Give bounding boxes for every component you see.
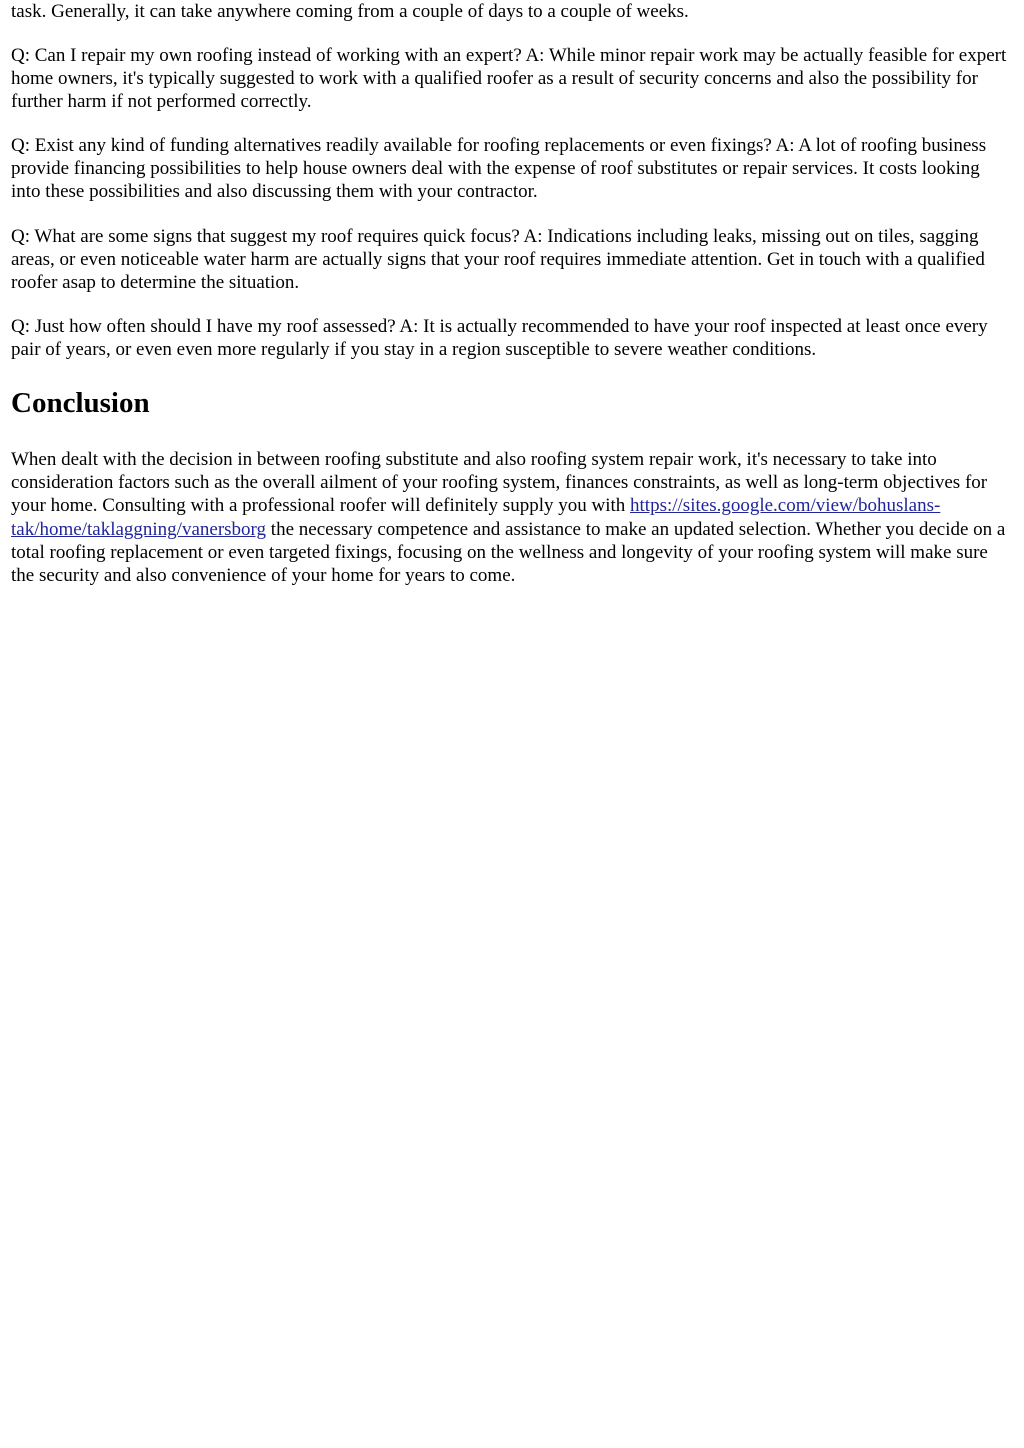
faq-item-inspection-frequency: Q: Just how often should I have my roof assessed? A: It is actually recommended to have your roof inspected at least once every pair of years, or even even more regularly if you stay in a region susceptible to severe weather conditions. bbox=[11, 316, 988, 361]
faq-item-financing: Q: Exist any kind of funding alternatives readily available for roofing replacements or even fixings? A: A lot of roofing business provide financing possibilities to help house owners deal with the expense of roof substitutes or repair services. It costs looking into these possibilities and also discussing them with your contractor. bbox=[11, 135, 987, 203]
conclusion-heading: Conclusion bbox=[11, 387, 150, 419]
conclusion-text-after-link: the necessary competence and assistance to make an updated selection. Whether you decide on a total roofing replacement or even targeted fixings, focusing on the wellness and longevity of your roofing system will make sure the security and also convenience of your home for years to come. bbox=[11, 518, 1006, 587]
conclusion-text-before-link: When dealt with the decision in between roofing substitute and also roofing system repair work, it's necessary to take into consideration factors such as the overall ailment of your roofing system, finances constraints, as well as long-term objectives for your home. Consulting with a professional roofer will definitely supply you with bbox=[11, 449, 988, 517]
faq-item-warning-signs: Q: What are some signs that suggest my roof requires quick focus? A: Indications including leaks, missing out on tiles, sagging areas, or even noticeable water harm are actually signs that your roof requires immediate attention. Get in touch with a qualified roofer asap to determine the situation. bbox=[11, 226, 985, 294]
faq-item-diy-repair: Q: Can I repair my own roofing instead of working with an expert? A: While minor repair work may be actually feasible for expert home owners, it's typically suggested to work with a qualified roofer as a result of security concerns and also the possibility for further harm if not performed correctly. bbox=[11, 45, 1007, 113]
roofer-link[interactable]: https://sites.google.com/view/bohuslans-tak/home/taklaggning/vanersborg bbox=[11, 495, 941, 540]
conclusion-paragraph bbox=[11, 448, 1011, 587]
intro-paragraph-tail: task. Generally, it can take anywhere coming from a couple of days to a couple of weeks. bbox=[11, 1, 689, 22]
